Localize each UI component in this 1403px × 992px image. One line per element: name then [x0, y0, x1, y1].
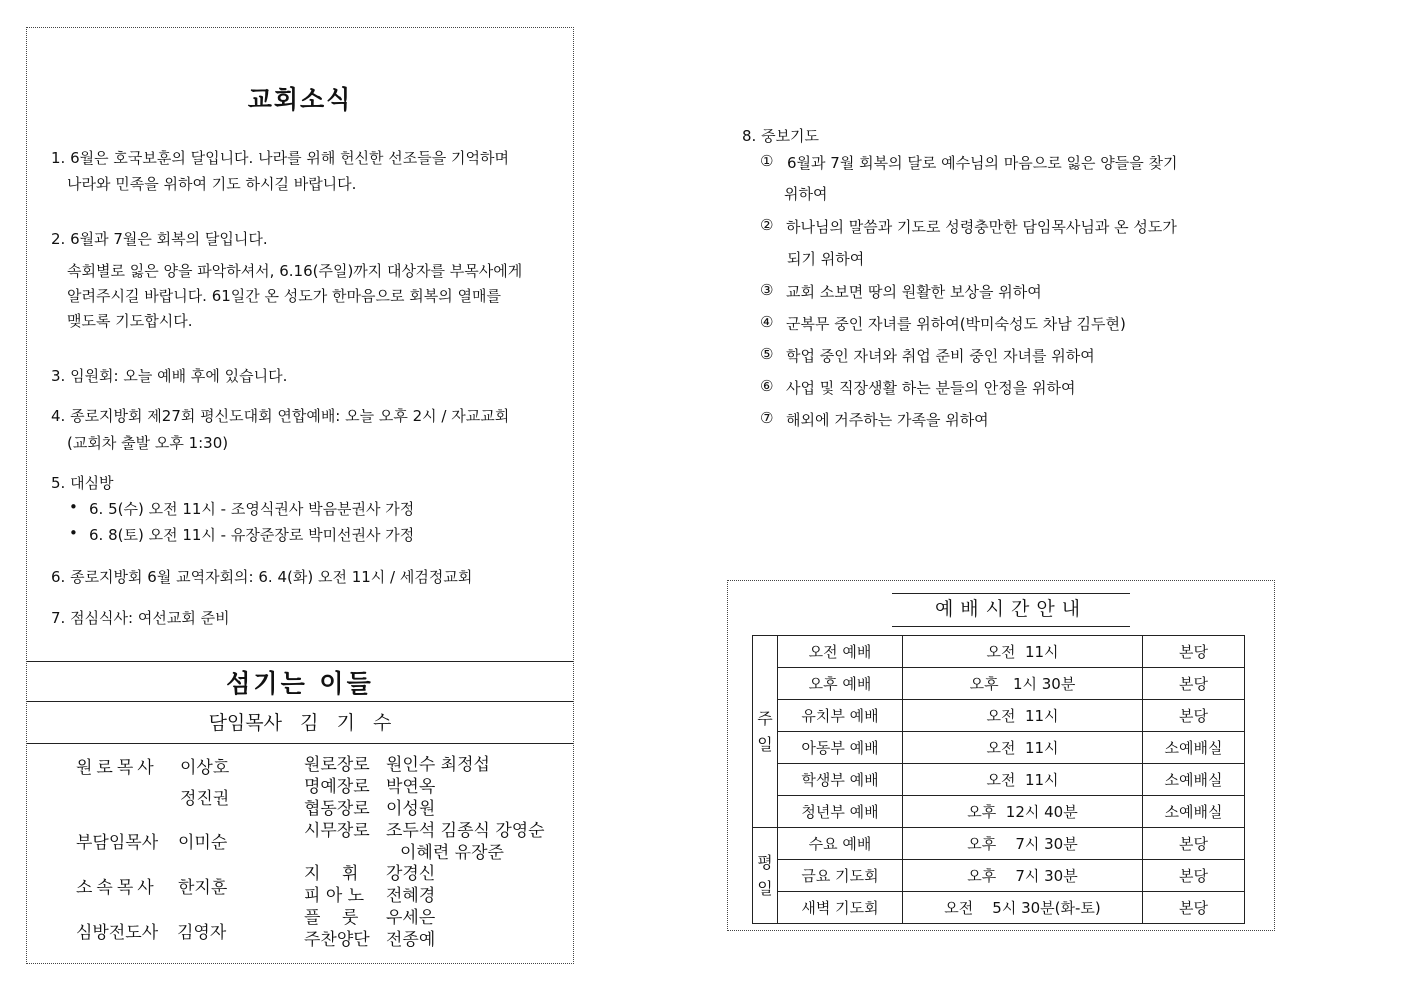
prayer-item-1-line-2: 위하여	[784, 185, 828, 203]
table-row	[753, 636, 1245, 668]
visit-bullet-2: •	[69, 524, 78, 542]
service-time: 오전 11시	[903, 636, 1143, 668]
news-item-2-line-3: 알려주시길 바랍니다. 61일간 온 성도가 한마음으로 회복의 열매를	[67, 287, 501, 305]
group-label-weekday: 평 일	[753, 828, 778, 924]
table-row	[753, 796, 1245, 828]
service-time: 오전 11시	[903, 764, 1143, 796]
service-place: 본당	[1143, 828, 1245, 860]
elder-role-emeritus: 원로장로	[304, 755, 370, 775]
prayer-marker-2: ②	[760, 216, 774, 234]
table-row	[753, 732, 1245, 764]
name-praise-team: 전종예	[386, 930, 436, 950]
elder-names-serving-1: 조두석 김종식 강영순	[386, 821, 545, 841]
elder-role-cooperating: 협동장로	[304, 799, 370, 819]
elder-names-cooperating: 이성원	[386, 799, 436, 819]
news-item-2-line-4: 맺도록 기도합시다.	[67, 312, 193, 330]
name-flute: 우세은	[386, 908, 436, 928]
role-praise-team: 주찬양단	[304, 930, 370, 950]
news-item-2-line-2: 속회별로 잃은 양을 파악하셔서, 6.16(주일)까지 대상자를 부목사에게	[67, 262, 523, 280]
news-title: 교회소식	[247, 85, 353, 114]
service-time: 오후 7시 30분	[903, 828, 1143, 860]
service-time: 오후 1시 30분	[903, 668, 1143, 700]
service-time: 오전 11시	[903, 700, 1143, 732]
news-item-6: 6. 종로지방회 6월 교역자회의: 6. 4(화) 오전 11시 / 세검정교회	[51, 568, 473, 586]
service-time: 오전 11시	[903, 732, 1143, 764]
service-name: 유치부 예배	[778, 700, 903, 732]
service-name: 오전 예배	[778, 636, 903, 668]
service-name: 수요 예배	[778, 828, 903, 860]
prayer-marker-3: ③	[760, 281, 774, 299]
role-conductor: 지 휘	[304, 864, 359, 884]
service-name: 청년부 예배	[778, 796, 903, 828]
news-item-5-visit-1: 6. 5(수) 오전 11시 - 조영식권사 박음분권사 가정	[89, 500, 415, 518]
news-item-1-line-1: 1. 6월은 호국보훈의 달입니다. 나라를 위해 헌신한 선조들을 기억하며	[51, 149, 510, 167]
service-time: 오후 7시 30분	[903, 860, 1143, 892]
news-item-4-line-2: (교회차 출발 오후 1:30)	[67, 434, 229, 452]
staff-name-emeritus-2: 정진권	[180, 789, 230, 809]
service-place: 소예배실	[1143, 732, 1245, 764]
schedule-title: 예배시간안내	[892, 593, 1130, 627]
elder-names-serving-2: 이혜련 유장준	[400, 843, 504, 863]
service-place: 본당	[1143, 636, 1245, 668]
service-place: 소예배실	[1143, 764, 1245, 796]
elder-role-honorary: 명예장로	[304, 777, 370, 797]
service-time: 오전 5시 30분(화-토)	[903, 892, 1143, 924]
staff-name-associate: 이미순	[178, 833, 228, 853]
table-row	[753, 668, 1245, 700]
prayer-marker-5: ⑤	[760, 345, 774, 363]
elder-names-emeritus: 원인수 최정섭	[386, 755, 490, 775]
prayer-item-6: 사업 및 직장생활 하는 분들의 안정을 위하여	[786, 379, 1076, 397]
staff-role-associate-pastor: 부담임목사	[76, 833, 159, 853]
prayer-item-2-line-1: 하나님의 말씀과 기도로 성령충만한 담임목사님과 온 성도가	[786, 218, 1177, 236]
staff-role-emeritus-pastor: 원로목사	[76, 758, 158, 778]
news-item-2-line-1: 2. 6월과 7월은 회복의 달입니다.	[51, 230, 268, 248]
news-item-3: 3. 임원회: 오늘 예배 후에 있습니다.	[51, 367, 288, 385]
name-conductor: 강경신	[386, 864, 436, 884]
role-piano: 피 아 노	[304, 886, 365, 906]
news-item-5-header: 5. 대심방	[51, 474, 114, 492]
prayer-item-7: 해외에 거주하는 가족을 위하여	[786, 411, 989, 429]
divider-servers-top	[27, 661, 573, 662]
prayer-header: 8. 중보기도	[742, 127, 820, 145]
news-item-7: 7. 점심식사: 여선교회 준비	[51, 609, 230, 627]
service-name: 오후 예배	[778, 668, 903, 700]
visit-bullet-1: •	[69, 498, 78, 516]
prayer-item-4: 군복무 중인 자녀를 위하여(박미숙성도 차남 김두현)	[786, 315, 1126, 333]
service-place: 소예배실	[1143, 796, 1245, 828]
service-place: 본당	[1143, 700, 1245, 732]
prayer-item-2-line-2: 되기 위하여	[787, 250, 865, 268]
news-item-4-line-1: 4. 종로지방회 제27회 평신도대회 연합예배: 오늘 오후 2시 / 자교교회	[51, 407, 510, 425]
senior-pastor: 담임목사 김 기 수	[208, 712, 392, 734]
prayer-marker-7: ⑦	[760, 409, 774, 427]
prayer-item-3: 교회 소보면 땅의 원활한 보상을 위하여	[786, 283, 1042, 301]
servers-title: 섬기는 이들	[226, 669, 374, 698]
divider-servers-bottom	[27, 743, 573, 744]
table-row	[753, 892, 1245, 924]
news-item-1-line-2: 나라와 민족을 위하여 기도 하시길 바랍니다.	[67, 175, 357, 193]
prayer-marker-6: ⑥	[760, 377, 774, 395]
news-item-5-visit-2: 6. 8(토) 오전 11시 - 유장준장로 박미선권사 가정	[89, 526, 415, 544]
staff-role-evangelist: 심방전도사	[76, 923, 159, 943]
group-label-sunday: 주 일	[753, 636, 778, 828]
staff-role-affiliate-pastor: 소속목사	[76, 878, 158, 898]
elder-role-serving: 시무장로	[304, 821, 370, 841]
service-time: 오후 12시 40분	[903, 796, 1143, 828]
prayer-marker-1: ①	[760, 152, 774, 170]
service-name: 아동부 예배	[778, 732, 903, 764]
name-piano: 전혜경	[386, 886, 436, 906]
prayer-marker-4: ④	[760, 313, 774, 331]
table-row	[753, 700, 1245, 732]
staff-name-emeritus-1: 이상호	[180, 758, 230, 778]
table-row	[753, 860, 1245, 892]
service-name: 학생부 예배	[778, 764, 903, 796]
staff-name-affiliate: 한지훈	[178, 878, 228, 898]
divider-servers-mid	[27, 701, 573, 702]
service-place: 본당	[1143, 892, 1245, 924]
service-place: 본당	[1143, 860, 1245, 892]
prayer-item-5: 학업 중인 자녀와 취업 준비 중인 자녀를 위하여	[786, 347, 1095, 365]
role-flute: 플 룻	[304, 908, 359, 928]
elder-names-honorary: 박연옥	[386, 777, 436, 797]
service-name: 금요 기도회	[778, 860, 903, 892]
prayer-item-1-line-1: 6월과 7월 회복의 달로 예수님의 마음으로 잃은 양들을 찾기	[787, 154, 1178, 172]
service-name: 새벽 기도회	[778, 892, 903, 924]
schedule-table	[752, 635, 1245, 924]
service-place: 본당	[1143, 668, 1245, 700]
staff-name-evangelist: 김영자	[177, 923, 227, 943]
table-row	[753, 828, 1245, 860]
table-row	[753, 764, 1245, 796]
